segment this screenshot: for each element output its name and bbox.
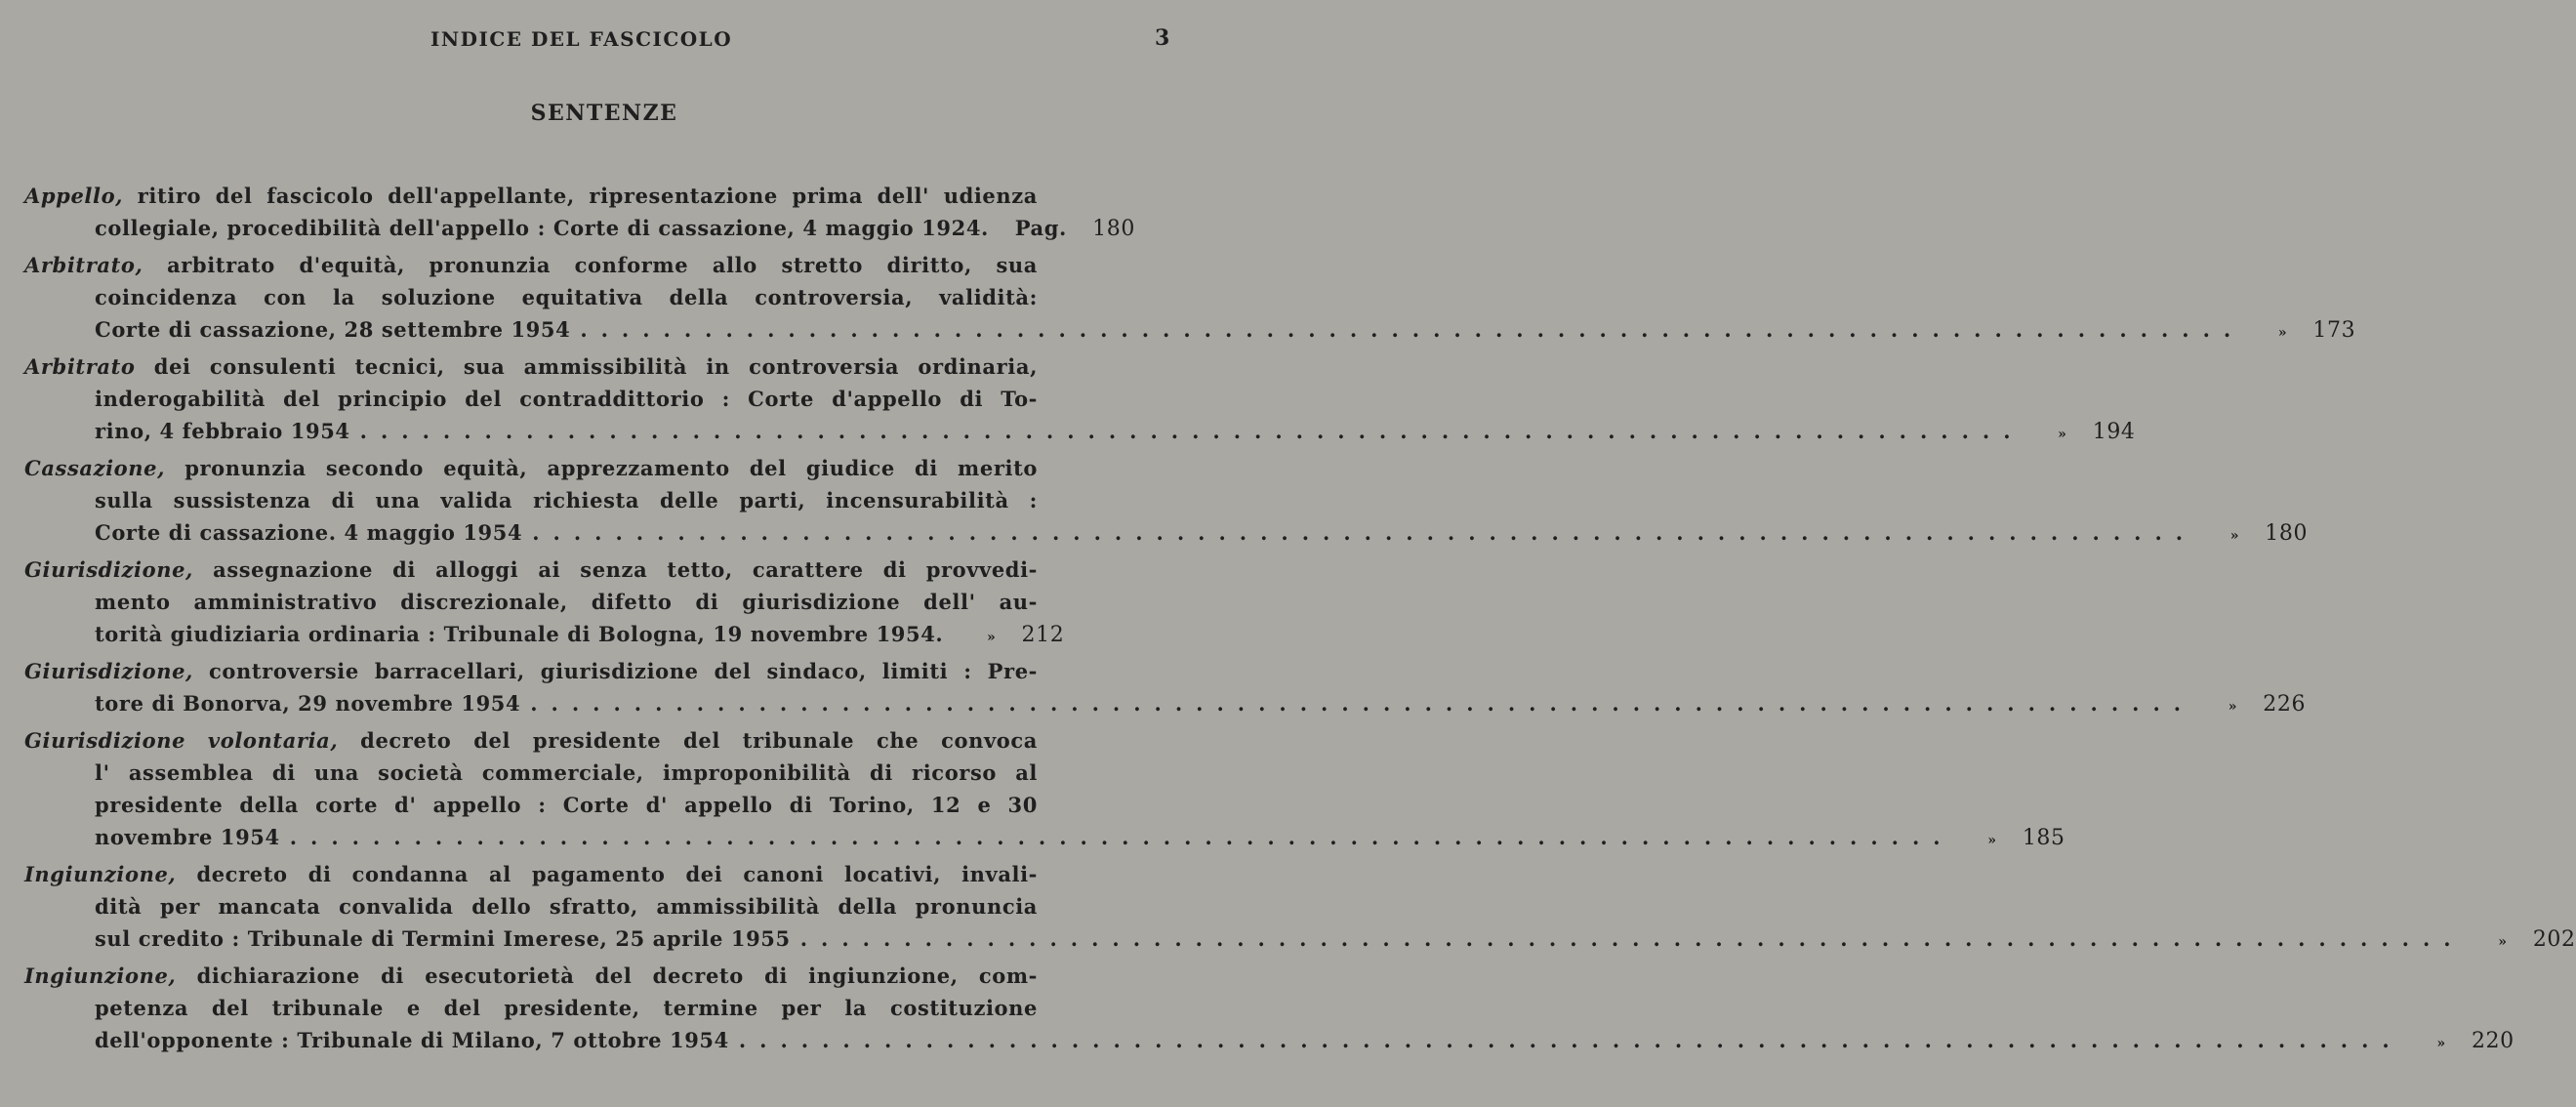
entry-text xyxy=(95,618,943,650)
entry-text xyxy=(24,253,1038,277)
entry-line-text: decreto di condanna al pagamento dei canoni locativi, invali- xyxy=(196,862,1038,886)
entry-line xyxy=(95,383,1038,415)
index-entry xyxy=(24,554,1181,650)
entry-line xyxy=(95,992,1038,1024)
entry-text xyxy=(95,793,1038,817)
index-entry xyxy=(24,350,2136,447)
page-marker: Pag. xyxy=(1014,216,1067,240)
page-reference: 226 xyxy=(2263,692,2307,717)
entry-line xyxy=(24,350,1038,383)
entry-line xyxy=(95,821,2065,853)
entry-line-text: tore di Bonorva, 29 novembre 1954 xyxy=(95,691,521,716)
entry-term: Arbitrato xyxy=(24,354,136,379)
entry-line xyxy=(95,922,2576,955)
entry-line-text: controversie barracellari, giurisdizione del sindaco, limiti : Pre- xyxy=(209,659,1038,683)
entry-text xyxy=(24,184,1038,208)
entry-text xyxy=(95,313,570,346)
entry-text xyxy=(24,557,1038,582)
entry-line xyxy=(95,618,1065,650)
entry-text xyxy=(24,456,1038,480)
entry-line-text: pronunzia secondo equità, apprezzamento del giudice di merito xyxy=(184,456,1038,480)
entry-line xyxy=(95,313,2356,346)
entry-line xyxy=(24,249,1038,281)
page-reference: 220 xyxy=(2471,1029,2515,1053)
entry-line-text: coincidenza con la soluzione equitativa della controversia, validità: xyxy=(95,285,1038,309)
entry-line xyxy=(24,554,1038,586)
entry-line-text: arbitrato d'equità, pronunzia conforme allo stretto diritto, sua xyxy=(167,253,1038,277)
entry-line-text: dichiarazione di esecutorietà del decreto di ingiunzione, com- xyxy=(196,964,1038,988)
entry-text xyxy=(24,862,1038,886)
entry-text xyxy=(95,415,350,447)
entry-line xyxy=(95,281,1038,313)
entry-line-text: presidente della corte d' appello : Corte d' appello di Torino, 12 e 30 xyxy=(95,793,1038,817)
page-header xyxy=(0,27,1208,57)
index-entry xyxy=(24,249,2356,346)
index-entries xyxy=(24,180,2576,1061)
entry-term: Giurisdizione, xyxy=(24,557,193,582)
entry-text xyxy=(95,996,1038,1020)
entry-line xyxy=(95,415,2136,447)
entry-line xyxy=(24,452,1038,484)
entry-line xyxy=(24,655,1038,687)
entry-line-text: mento amministrativo discrezionale, difetto di giurisdizione dell' au- xyxy=(95,590,1038,614)
entry-term: Ingiunzione, xyxy=(24,964,177,988)
dot-leader: ................................................................................ xyxy=(799,926,2465,951)
entry-line-text: inderogabilità del principio del contraddittorio : Corte d'appello di To- xyxy=(95,387,1038,411)
index-entry xyxy=(24,858,2576,955)
entry-line xyxy=(95,890,1038,922)
entry-term: Appello, xyxy=(24,184,124,208)
dot-leader: ................................................................................ xyxy=(532,520,2197,545)
entry-text xyxy=(24,964,1038,988)
entry-term: Giurisdizione volontaria, xyxy=(24,728,339,753)
entry-line xyxy=(95,757,1038,789)
entry-line-text: petenza del tribunale e del presidente, termine per la costituzione xyxy=(95,996,1038,1020)
page-marker: » xyxy=(2498,934,2508,950)
dot-leader: ................................................................................ xyxy=(530,691,2195,716)
entry-term: Ingiunzione, xyxy=(24,862,177,886)
entry-line xyxy=(24,960,1038,992)
entry-line-text: dell'opponente : Tribunale di Milano, 7 ottobre 1954 xyxy=(95,1028,729,1052)
entry-line xyxy=(24,858,1038,890)
index-entry xyxy=(24,180,1181,244)
entry-term: Giurisdizione, xyxy=(24,659,193,683)
entry-line-text: rino, 4 febbraio 1954 xyxy=(95,419,350,443)
page-reference: 185 xyxy=(2022,826,2065,850)
entry-line-text: assegnazione di alloggi ai senza tetto, carattere di provvedi- xyxy=(213,557,1038,582)
entry-text xyxy=(24,354,1038,379)
entry-line xyxy=(95,687,2307,719)
entry-term: Arbitrato, xyxy=(24,253,143,277)
entry-text xyxy=(95,212,989,244)
entry-text xyxy=(95,922,791,955)
page-marker: » xyxy=(2277,325,2288,341)
entry-line-text: l' assemblea di una società commerciale, improponibilità di ricorso al xyxy=(95,760,1038,785)
entry-line-text: torità giudiziaria ordinaria : Tribunale di Bologna, 19 novembre 1954. xyxy=(95,622,944,646)
entry-line xyxy=(95,516,2309,549)
page-reference: 173 xyxy=(2312,318,2356,343)
entry-text xyxy=(95,821,280,853)
page-marker: » xyxy=(986,630,997,645)
entry-text xyxy=(95,894,1038,919)
entry-text xyxy=(95,488,1038,512)
entry-line-text: sulla sussistenza di una valida richiesta delle parti, incensurabilità : xyxy=(95,488,1038,512)
page-marker: » xyxy=(1987,833,1997,848)
section-title: SENTENZE xyxy=(530,101,678,126)
entry-text xyxy=(95,590,1038,614)
page-reference: 212 xyxy=(1021,623,1065,647)
index-entry xyxy=(24,452,2309,549)
entry-line xyxy=(95,484,1038,516)
header-title: INDICE DEL FASCICOLO xyxy=(430,27,733,51)
entry-line xyxy=(24,724,1038,757)
entry-text xyxy=(95,1024,729,1056)
entry-line-text: collegiale, procedibilità dell'appello : Corte di cassazione, 4 maggio 1924. xyxy=(95,216,989,240)
index-entry xyxy=(24,960,2515,1056)
entry-line-text: Corte di cassazione, 28 settembre 1954 xyxy=(95,317,571,342)
page-number: 3 xyxy=(1155,25,1170,51)
page-reference: 180 xyxy=(2265,521,2309,546)
entry-line-text: dità per mancata convalida dello sfratto, ammissibilità della pronuncia xyxy=(95,894,1038,919)
page-reference: 180 xyxy=(1092,217,1135,241)
entry-text xyxy=(24,659,1038,683)
index-entry xyxy=(24,724,2065,853)
dot-leader: ................................................................................ xyxy=(738,1028,2403,1052)
page-marker: » xyxy=(2058,427,2067,442)
entry-text xyxy=(95,285,1038,309)
entry-line-text: novembre 1954 xyxy=(95,825,280,849)
dot-leader: ................................................................................ xyxy=(580,317,2245,342)
entry-text xyxy=(24,728,1038,753)
dot-leader: ................................................................................ xyxy=(289,825,1954,849)
entry-text xyxy=(95,387,1038,411)
entry-line xyxy=(95,212,1135,244)
entry-line-text: sul credito : Tribunale di Termini Imerese, 25 aprile 1955 xyxy=(95,926,791,951)
entry-text xyxy=(95,516,522,549)
entry-line xyxy=(24,180,1038,212)
entry-term: Cassazione, xyxy=(24,456,166,480)
entry-line-text: dei consulenti tecnici, sua ammissibilità in controversia ordinaria, xyxy=(153,354,1038,379)
dot-leader: ................................................................................ xyxy=(359,419,2024,443)
entry-text xyxy=(95,760,1038,785)
index-entry xyxy=(24,655,2307,719)
page-marker: » xyxy=(2229,528,2240,544)
entry-line xyxy=(95,789,1038,821)
page-marker: » xyxy=(2228,699,2238,715)
entry-text xyxy=(95,687,520,719)
page-reference: 194 xyxy=(2092,420,2136,444)
entry-line-text: decreto del presidente del tribunale che convoca xyxy=(360,728,1038,753)
entry-line-text: Corte di cassazione. 4 maggio 1954 xyxy=(95,520,523,545)
page-reference: 202 xyxy=(2532,927,2576,952)
entry-line xyxy=(95,586,1038,618)
page-marker: » xyxy=(2436,1036,2446,1051)
entry-line-text: ritiro del fascicolo dell'appellante, ripresentazione prima dell' udienza xyxy=(137,184,1038,208)
entry-line xyxy=(95,1024,2515,1056)
